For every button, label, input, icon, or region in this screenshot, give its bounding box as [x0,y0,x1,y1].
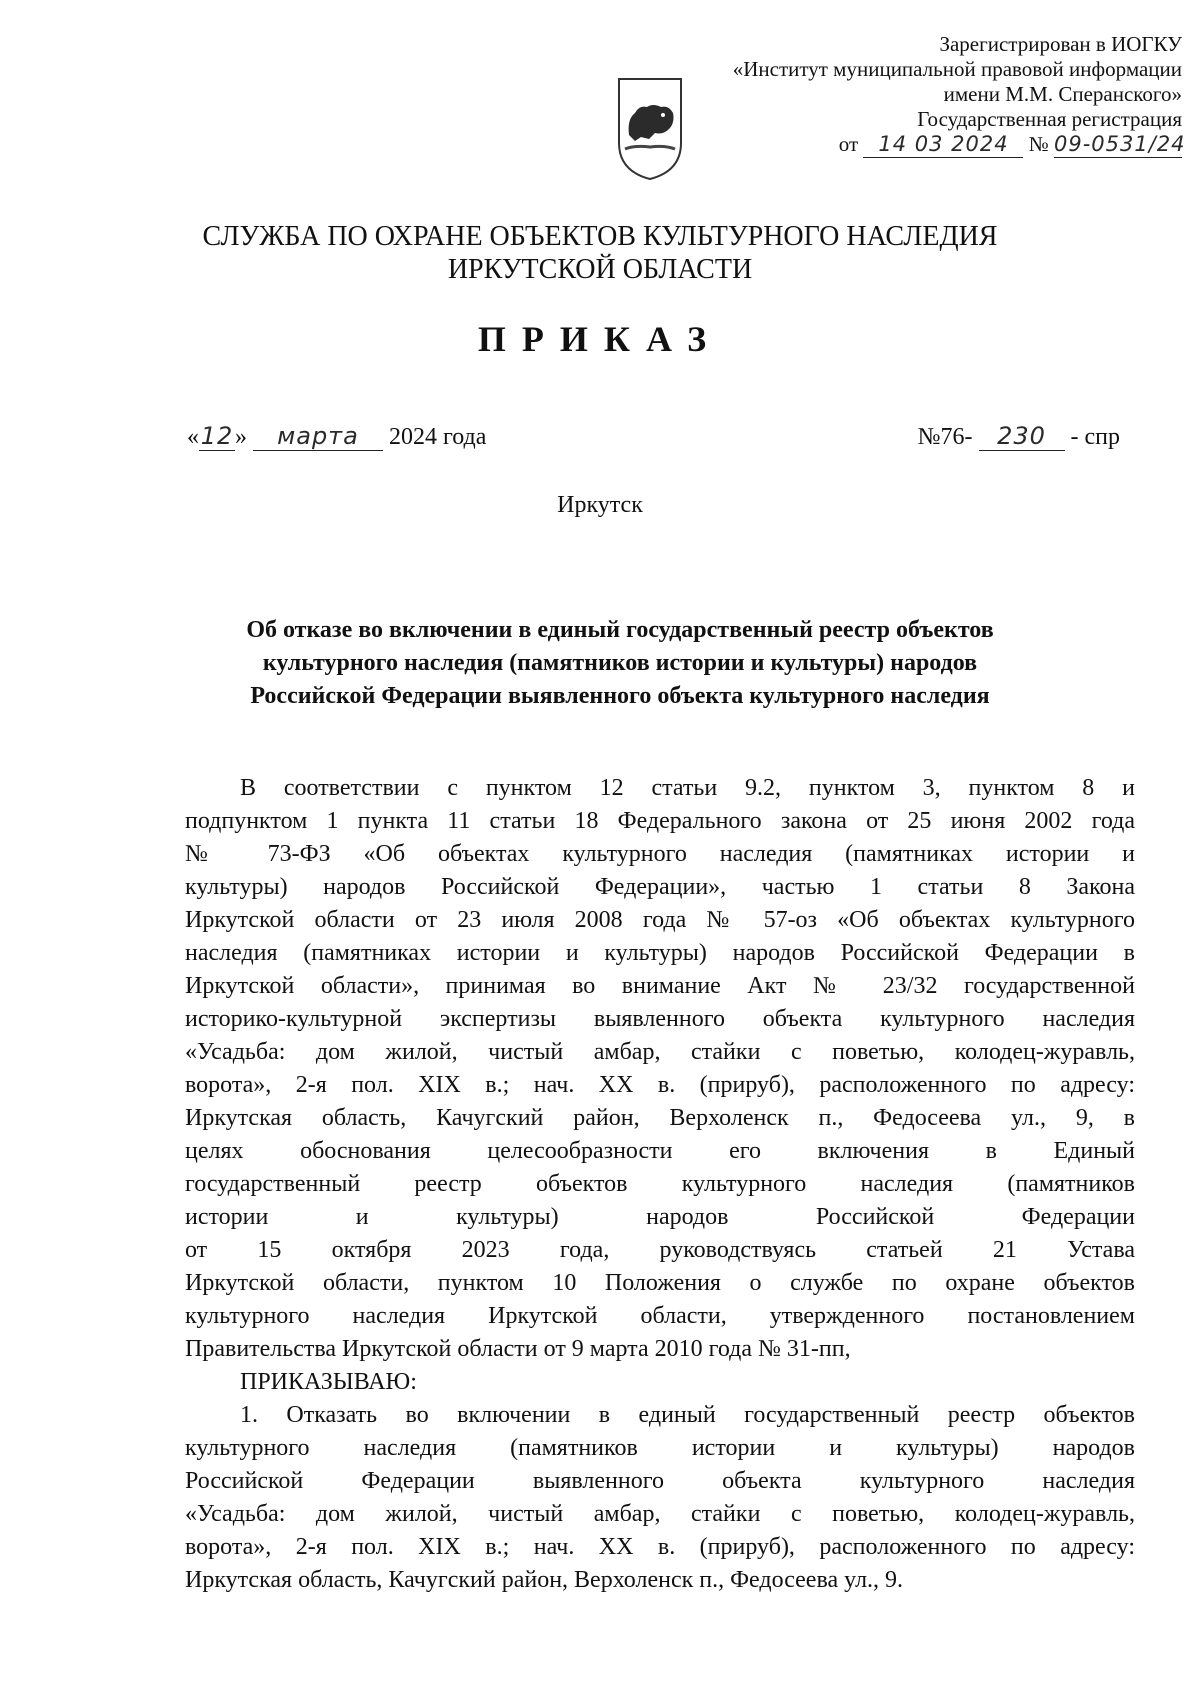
registration-line: Государственная регистрация [917,107,1182,131]
preamble-line: Правительства Иркутской области от 9 марта 2010 года № 31-пп, [185,1336,851,1362]
clause-line: 1. Отказать во включении в единый государственный реестр объектов [240,1402,1135,1428]
subject-line: культурного наследия (памятников истории и культуры) народов [262,650,978,676]
clause-line: «Усадьба: дом жилой, чистый амбар, стайки с поветью, колодец-журавль, [185,1501,1135,1527]
preamble-line: культуры) народов Российской Федерации», частью 1 статьи 8 Закона [185,874,1135,900]
registration-line: Зарегистрирован в ИОГКУ [939,32,1182,56]
preamble-line: Иркутской области от 23 июля 2008 года № 57-оз «Об объектах культурного [185,907,1135,933]
preamble-line: Иркутской области», принимая во внимание Акт № 23/32 государственной [185,973,1135,999]
registration-date-handwritten: 14 03 2024 [863,132,1023,158]
agency-name [0,220,1200,286]
preamble-line: Иркутская область, Качугский район, Верхоленск п., Федосеева ул., 9, в [185,1105,1135,1131]
order-number [918,422,1120,451]
date-year: 2024 года [389,424,487,450]
registration-line: «Институт муниципальной правовой информации [732,57,1182,81]
order-body [185,772,1135,1597]
preamble-line: наследия (памятниках истории и культуры) народов Российской Федерации в [185,940,1135,966]
registration-date-prefix: от [838,132,859,156]
clause-line: Российской Федерации выявленного объекта культурного наследия [185,1468,1135,1494]
clause-line: культурного наследия (памятников истории и культуры) народов [185,1435,1135,1461]
registration-date-number [662,132,1186,158]
agency-name-line: СЛУЖБА ПО ОХРАНЕ ОБЪЕКТОВ КУЛЬТУРНОГО НАСЛЕДИЯ [202,221,998,252]
date-month-handwritten: марта [253,422,383,451]
city-name: Иркутск [557,492,643,518]
date-close-quote: » [235,424,247,450]
preamble-line: № 73-ФЗ «Об объектах культурного наследия (памятниках истории и [185,841,1135,867]
document-title: ПРИКАЗ [477,319,723,359]
preamble-line: истории и культуры) народов Российской Федерации [185,1204,1135,1230]
preamble-line: Иркутской области, пунктом 10 Положения о службе по охране объектов [185,1270,1135,1296]
preamble-line: от 15 октября 2023 года, руководствуясь статьей 21 Устава [185,1237,1135,1263]
subject-line: Об отказе во включении в единый государственный реестр объектов [246,617,994,643]
preamble-line: государственный реестр объектов культурного наследия (памятников [185,1171,1135,1197]
preamble-line: «Усадьба: дом жилой, чистый амбар, стайки с поветью, колодец-журавль, [185,1039,1135,1065]
registration-number-handwritten: 09-0531/24 [1054,132,1186,156]
clause-line: Иркутская область, Качугский район, Верхоленск п., Федосеева ул., 9. [185,1567,904,1593]
preamble-line: целях обоснования целесообразности его включения в Единый [185,1138,1135,1164]
order-word: ПРИКАЗЫВАЮ: [240,1369,417,1395]
subject-line: Российской Федерации выявленного объекта культурного наследия [250,683,990,709]
preamble-line: культурного наследия Иркутской области, утвержденного постановлением [185,1303,1135,1329]
clause-line: ворота», 2-я пол. XIX в.; нач. XX в. (прируб), расположенного по адресу: [185,1534,1135,1560]
agency-name-line: ИРКУТСКОЙ ОБЛАСТИ [447,254,753,285]
registration-stamp [662,32,1186,158]
registration-line: имени М.М. Сперанского» [943,82,1182,106]
registration-number-prefix: № [1028,132,1049,156]
date-open-quote: « [187,424,199,450]
preamble-line: В соответствии с пунктом 12 статьи 9.2, пунктом 3, пунктом 8 и [240,775,1135,801]
preamble-line: подпунктом 1 пункта 11 статьи 18 Федерального закона от 25 июня 2002 года [185,808,1135,834]
order-number-prefix: №76- [917,424,973,450]
order-number-handwritten: 230 [979,422,1065,451]
preamble-line: ворота», 2-я пол. XIX в.; нач. XX в. (прируб), расположенного по адресу: [185,1072,1135,1098]
order-subject [130,614,1110,713]
date-day-handwritten: 12 [200,422,234,450]
order-date [187,422,486,451]
preamble-line: историко-культурной экспертизы выявленного объекта культурного наследия [185,1006,1135,1032]
order-number-suffix: - спр [1070,424,1120,450]
